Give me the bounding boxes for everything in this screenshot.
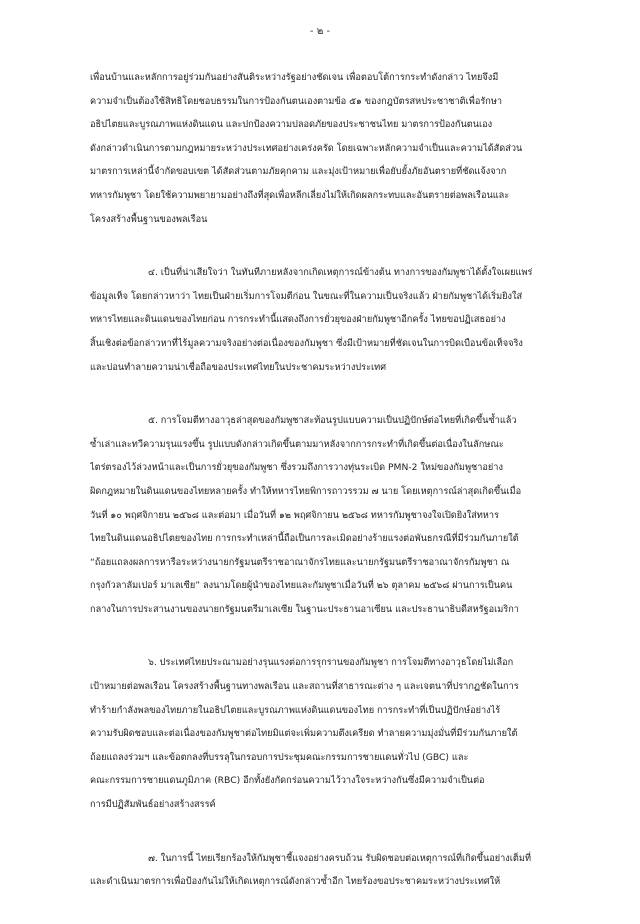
paragraph-5 xyxy=(90,847,558,894)
paragraph-3 xyxy=(90,409,558,621)
text-line: และดำเนินมาตรการเพื่อป้องกันไม่ให้เกิดเหตุการณ์ดังกล่าวซ้ำอีก ไทยร้องขอประชาคมระหว่างประเทศให้ xyxy=(90,876,501,888)
text-line: ไทยในดินแดนอธิปไตยของไทย การกระทำเหล่านี้ถือเป็นการละเมิดอย่างร้ายแรงต่อพันธกรณีที่มีร่วมกันภายใต้ xyxy=(90,533,519,545)
text-line: กลางในการประสานงานของนายกรัฐมนตรีมาเลเซีย ในฐานะประธานอาเซียน และประธานาธิบดีสหรัฐอเมริกา xyxy=(90,603,519,615)
text-line: มาตรการเหล่านี้จำกัดขอบเขต ได้สัดส่วนตามภัยคุกคาม และมุ่งเป้าหมายเพื่อยับยั้งภัยอันตรายที่ชัดแจ้งจาก xyxy=(90,166,507,178)
text-line: ความรับผิดชอบและต่อเนื่องของกัมพูชาต่อไทยมิแต่จะเพิ่มความตึงเครียด ทำลายความมุ่งมั่นที่มีร่วมกันภายใต้ xyxy=(90,728,518,740)
text-line: ซ้ำเล่าและทวีความรุนแรงขึ้น รูปแบบดังกล่าวเกิดขึ้นตามมาหลังจากการกระทำที่เกิดขึ้นต่อเนื่องในลักษณะ xyxy=(90,438,504,450)
text-line: สิ้นเชิงต่อข้อกล่าวหาที่ไร้มูลความจริงอย่างต่อเนื่องของกัมพูชา ซึ่งมีเป้าหมายที่ชัดเจนในการบิดเบือนข้อเท็จจริง xyxy=(90,337,523,349)
paragraph-4 xyxy=(90,651,558,816)
text-line: ๖. ประเทศไทยประณามอย่างรุนแรงต่อการรุกรานของกัมพูชา การโจมตีทางอาวุธโดยไม่เลือก xyxy=(148,657,514,669)
text-line: ผิดกฎหมายในดินแดนของไทยหลายครั้ง ทำให้ทหารไทยพิการถาวรรวม ๗ นาย โดยเหตุการณ์ล่าสุดเกิดขึ้นเมื่อ xyxy=(90,485,522,497)
text-line: ความจำเป็นต้องใช้สิทธิโดยชอบธรรมในการป้องกันตนเองตามข้อ ๕๑ ของกฎบัตรสหประชาชาติเพื่อรักษา xyxy=(90,95,503,107)
text-line: ๔. เป็นที่น่าเสียใจว่า ในทันทีภายหลังจากเกิดเหตุการณ์ข้างต้น ทางการของกัมพูชาได้ตั้งใจเผยแพร่ xyxy=(148,267,533,279)
text-line: การมีปฏิสัมพันธ์อย่างสร้างสรรค์ xyxy=(90,799,216,811)
text-line: ถ้อยแถลงร่วมฯ และข้อตกลงที่บรรลุในกรอบการประชุมคณะกรรมการชายแดนทั่วไป (GBC) และ xyxy=(90,751,469,763)
text-line: โครงสร้างพื้นฐานของพลเรือน xyxy=(90,213,208,225)
paragraph-1 xyxy=(90,66,558,231)
text-line: ทหารกัมพูชา โดยใช้ความพยายามอย่างถึงที่สุดเพื่อหลีกเลี่ยงไม่ให้เกิดผลกระทบและอันตรายต่อพลเรือนและ xyxy=(90,189,510,201)
text-line: ๕. การโจมตีทางอาวุธล่าสุดของกัมพูชาสะท้อนรูปแบบความเป็นปฏิปักษ์ต่อไทยที่เกิดขึ้นซ้ำแล้ว xyxy=(148,415,517,427)
text-line: “ถ้อยแถลงผลการหารือระหว่างนายกรัฐมนตรีราชอาณาจักรไทยและนายกรัฐมนตรีราชอาณาจักรกัมพูชา ณ xyxy=(90,556,510,568)
text-line: กรุงกัวลาลัมเปอร์ มาเลเซีย” ลงนามโดยผู้นำของไทยและกัมพูชาเมื่อวันที่ ๒๖ ตุลาคม ๒๕๖๘ ผ่านการเป็นคน xyxy=(90,580,513,592)
text-line: อธิปไตยและบูรณภาพแห่งดินแดน และปกป้องความปลอดภัยของประชาชนไทย มาตรการป้องกันตนเอง xyxy=(90,119,493,131)
text-line: วันที่ ๑๐ พฤศจิกายน ๒๕๖๘ และต่อมา เมื่อวันที่ ๑๒ พฤศจิกายน ๒๕๖๘ ทหารกัมพูชาจงใจเปิดยิงใส่ทหาร xyxy=(90,509,499,521)
text-line: คณะกรรมการชายแดนภูมิภาค (RBC) อีกทั้งยังกัดกร่อนความไว้วางใจระหว่างกันซึ่งมีความจำเป็นต่อ xyxy=(90,775,485,787)
document-body xyxy=(90,66,558,924)
page-number: - ๒ - xyxy=(309,26,331,37)
text-line: เพื่อนบ้านและหลักการอยู่ร่วมกันอย่างสันติระหว่างรัฐอย่างชัดเจน เพื่อตอบโต้การกระทำดังกล่าว ไทยจึงมี xyxy=(90,72,499,83)
text-line: เป้าหมายต่อพลเรือน โครงสร้างพื้นฐานทางพลเรือน และสถานที่สาธารณะต่าง ๆ และเจตนาที่ปรากฏชัดในการ xyxy=(90,681,519,693)
text-line: ทหารไทยและดินแดนของไทยก่อน การกระทำนี้แสดงถึงการยั่วยุของฝ่ายกัมพูชาอีกครั้ง ไทยขอปฏิเสธอย่าง xyxy=(90,314,506,326)
text-line: ๗. ในการนี้ ไทยเรียกร้องให้กัมพูชาชี้แจงอย่างครบถ้วน รับผิดชอบต่อเหตุการณ์ที่เกิดขึ้นอย่างเต็มที่ xyxy=(148,852,531,864)
text-line: ทำร้ายกำลังพลของไทยภายในอธิปไตยและบูรณภาพแห่งดินแดนของไทย การกระทำที่เป็นปฏิปักษ์อย่างไร้ xyxy=(90,704,501,716)
text-line: ดังกล่าวดำเนินการตามกฎหมายระหว่างประเทศอย่างเคร่งครัด โดยเฉพาะหลักความจำเป็นและความได้สัดส่วน xyxy=(90,142,523,154)
text-line: ข้อมูลเท็จ โดยกล่าวหาว่า ไทยเป็นฝ่ายเริ่มการโจมตีก่อน ในขณะที่ในความเป็นจริงแล้ว ฝ่ายกัมพูชาได้เริ่มยิงใส่ xyxy=(90,290,523,302)
paragraph-2 xyxy=(90,261,558,379)
text-line: และบ่อนทำลายความน่าเชื่อถือของประเทศไทยในประชาคมระหว่างประเทศ xyxy=(90,361,387,373)
text-line: ไตร่ตรองไว้ล่วงหน้าและเป็นการยั่วยุของกัมพูชา ซึ่งรวมถึงการวางทุ่นระเบิด PMN-2 ใหม่ของกัมพูชาอย่าง xyxy=(90,462,503,474)
